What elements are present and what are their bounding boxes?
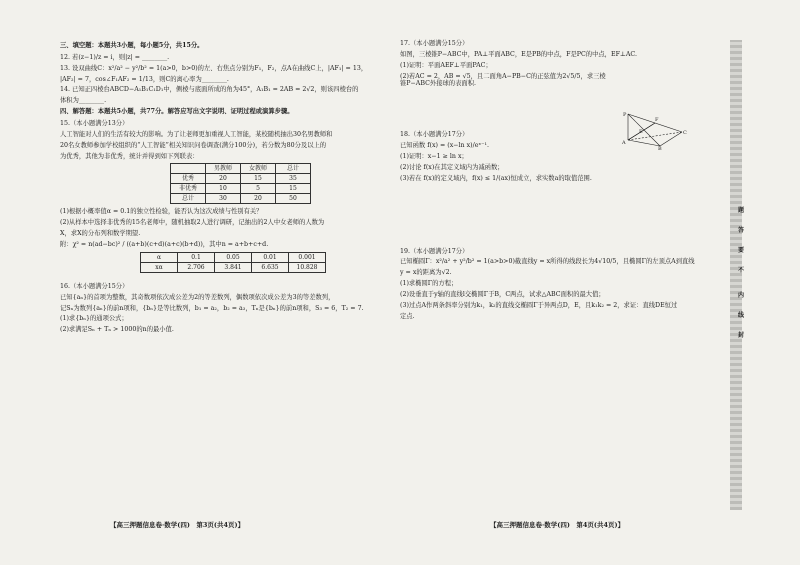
strip-label: 内 — [737, 292, 744, 299]
page-4-column — [400, 40, 725, 324]
question-19-head: 19.（本小题满分17分） — [400, 247, 469, 255]
table-cell: 10 — [206, 184, 241, 194]
question-15-text2: 20名女教师参加学校组织的“人工智能”相关知识问卷调查(满分100分)，若分数为80分及以上的 — [60, 141, 327, 149]
table-cell: 3.841 — [215, 262, 252, 272]
table-cell: 5 — [241, 184, 276, 194]
page-4-footer: 【高三押题信息卷·数学(四) 第4页(共4页)】 — [490, 521, 625, 529]
table-cell: 0.05 — [215, 252, 252, 262]
question-16-part2: (2)求满足Sₙ + Tₙ > 1000的n的最小值. — [60, 326, 174, 334]
strip-label: 线 — [737, 312, 744, 319]
table-row — [141, 252, 326, 262]
binding-strip — [730, 40, 742, 510]
question-15-part2a: (2)从样本中选择非优秀的15名老师中，随机抽取2人进行调研，记抽出的2人中女老师的人数为 — [60, 219, 325, 227]
strip-label: 答 — [737, 227, 744, 234]
question-15-text3: 为优秀，其他为非优秀，统计并得到如下列联表： — [60, 152, 199, 160]
strip-label: 题 — [737, 207, 744, 214]
question-12: 12. 若(z−1)/z = i，则|z| = ________. — [60, 53, 170, 61]
table-cell: 2.706 — [178, 262, 215, 272]
table-cell: 15 — [241, 174, 276, 184]
strip-label: 要 — [737, 247, 744, 254]
question-19-text2: y = x的距离为√2. — [400, 269, 452, 277]
label-e: E — [639, 129, 643, 135]
question-14-line2: 体积为________. — [60, 97, 107, 105]
table-cell: 非优秀 — [171, 184, 206, 194]
page-3-column — [60, 40, 390, 337]
table-cell: α — [141, 252, 178, 262]
table-cell: xα — [141, 262, 178, 272]
question-17-head: 17.（本小题满分15分） — [400, 40, 469, 47]
table-row — [171, 174, 311, 184]
question-17-part2: (2)若AC = 2，AB = √5，且二面角A−PB−C的正弦值为2√5/5，求三棱锥P−ABC外接球的表面积. — [400, 72, 606, 88]
table-cell: 男教师 — [206, 164, 241, 174]
tetrahedron-figure — [620, 110, 690, 150]
label-f: F — [655, 117, 659, 123]
question-17-text: 如图，三棱锥P−ABC中，PA⊥平面ABC，E是PB的中点，F是PC的中点，EF⊥AC. — [400, 50, 638, 58]
question-19-part1: (1)求椭圆Γ的方程； — [400, 280, 458, 288]
question-16-text1: 已知{aₙ}的首项为整数，其奇数项依次成公差为2的等差数列，偶数项依次成公差为3的等差数列， — [60, 293, 335, 301]
table-cell: 0.01 — [252, 252, 289, 262]
question-18-text: 已知函数 f(x) = (x−ln x)/eˣ⁻¹. — [400, 142, 489, 150]
table-cell: 20 — [241, 194, 276, 204]
question-18-part3: (3)若在 f(x)的定义域内，f(x) ≤ 1/(ax)恒成立，求实数a的取值范围. — [400, 174, 592, 182]
critical-value-table — [140, 252, 326, 273]
question-14-line1: 14. 已知正四棱台ABCD−A₁B₁C₁D₁中，侧棱与底面所成的角为45°，A₁B₁ = 2AB = 2√2，则该四棱台的 — [60, 86, 359, 94]
label-c: C — [683, 130, 687, 136]
table-cell: 0.001 — [289, 252, 326, 262]
table-cell — [171, 164, 206, 174]
table-cell: 总计 — [171, 194, 206, 204]
question-19-text1: 已知椭圆Γ：x²/a² + y²/b² = 1(a>b>0)截直线y = x所得的线段长为4√10/5，且椭圆Γ的左顶点A到直线 — [400, 258, 695, 266]
table-row — [171, 184, 311, 194]
question-15-text1: 人工智能对人们的生活有较大的影响。为了让老师更加重视人工智能，某校随机抽出30名男教师和 — [60, 130, 333, 138]
table-cell: 30 — [206, 194, 241, 204]
question-16-part1: (1)求{bₙ}的通项公式； — [60, 315, 128, 323]
table-cell: 6.635 — [252, 262, 289, 272]
table-cell: 0.1 — [178, 252, 215, 262]
page-3-footer: 【高三押题信息卷·数学(四) 第3页(共4页)】 — [110, 521, 245, 529]
label-a: A — [622, 140, 626, 146]
question-18-part1: (1)证明：x−1 ≥ ln x； — [400, 153, 468, 161]
question-17-part1: (1)证明：平面AEF⊥平面PAC； — [400, 61, 492, 69]
table-cell: 50 — [276, 194, 311, 204]
table-cell: 15 — [276, 184, 311, 194]
contingency-table — [170, 163, 311, 204]
section-3-title: 三、填空题：本题共3小题，每小题5分，共15分。 — [60, 42, 204, 49]
section-4-title: 四、解答题：本题共5小题，共77分。解答应写出文字说明、证明过程或演算步骤。 — [60, 108, 294, 116]
question-18-part2: (2)讨论 f(x)在其定义域内为减函数； — [400, 163, 504, 171]
table-header-row — [171, 164, 311, 174]
question-16-head: 16.（本小题满分15分） — [60, 282, 129, 290]
question-13-line1: 13. 设双曲线C：x²/a² − y²/b² = 1(a>0，b>0)的左、右焦点分别为F₁，F₂，点A在曲线C上，|AF₁| = 13， — [60, 64, 368, 72]
table-cell: 总计 — [276, 164, 311, 174]
question-13-line2: |AF₂| = 7，cos∠F₁AF₂ = 1/13，则C的离心率为________. — [60, 75, 229, 83]
label-b: B — [658, 146, 662, 150]
question-19-part3b: 定点. — [400, 312, 415, 320]
table-row — [141, 262, 326, 272]
question-15-head: 15.（本小题满分13分） — [60, 120, 129, 128]
question-15-part2b: X，求X的分布列和数学期望. — [60, 230, 141, 238]
question-15-part1: (1)根据小概率值α = 0.1的独立性检验，能否认为这次成绩与性别有关？ — [60, 208, 263, 216]
question-15-reference: 附：χ² = n(ad−bc)² / ((a+b)(c+d)(a+c)(b+d))，其中n = a+b+c+d. — [60, 241, 269, 249]
question-18-head: 18.（本小题满分17分） — [400, 131, 469, 139]
table-cell: 10.828 — [289, 262, 326, 272]
question-19-part2: (2)设垂直于y轴的直线l交椭圆Γ于B，C两点，试求△ABC面积的最大值； — [400, 291, 605, 299]
table-cell: 优秀 — [171, 174, 206, 184]
table-cell: 20 — [206, 174, 241, 184]
strip-label: 不 — [737, 267, 744, 274]
strip-label: 封 — [737, 332, 744, 339]
label-p: P — [623, 112, 627, 118]
question-19-part3a: (3)过点A作两条斜率分别为k₁，k₂的直线交椭圆Γ于异两点D，E，且k₁k₂ = 2，求证：直线DE恒过 — [400, 301, 678, 309]
table-cell: 女教师 — [241, 164, 276, 174]
table-cell: 35 — [276, 174, 311, 184]
question-16-text2: 记Sₙ为数列{aₙ}的前n项和，{bₙ}是等比数列，b₁ = a₂，b₂ = a₃，Tₙ是{bₙ}的前n项和，S₃ = 6，T₂ = 7. — [60, 304, 364, 312]
table-row — [171, 194, 311, 204]
